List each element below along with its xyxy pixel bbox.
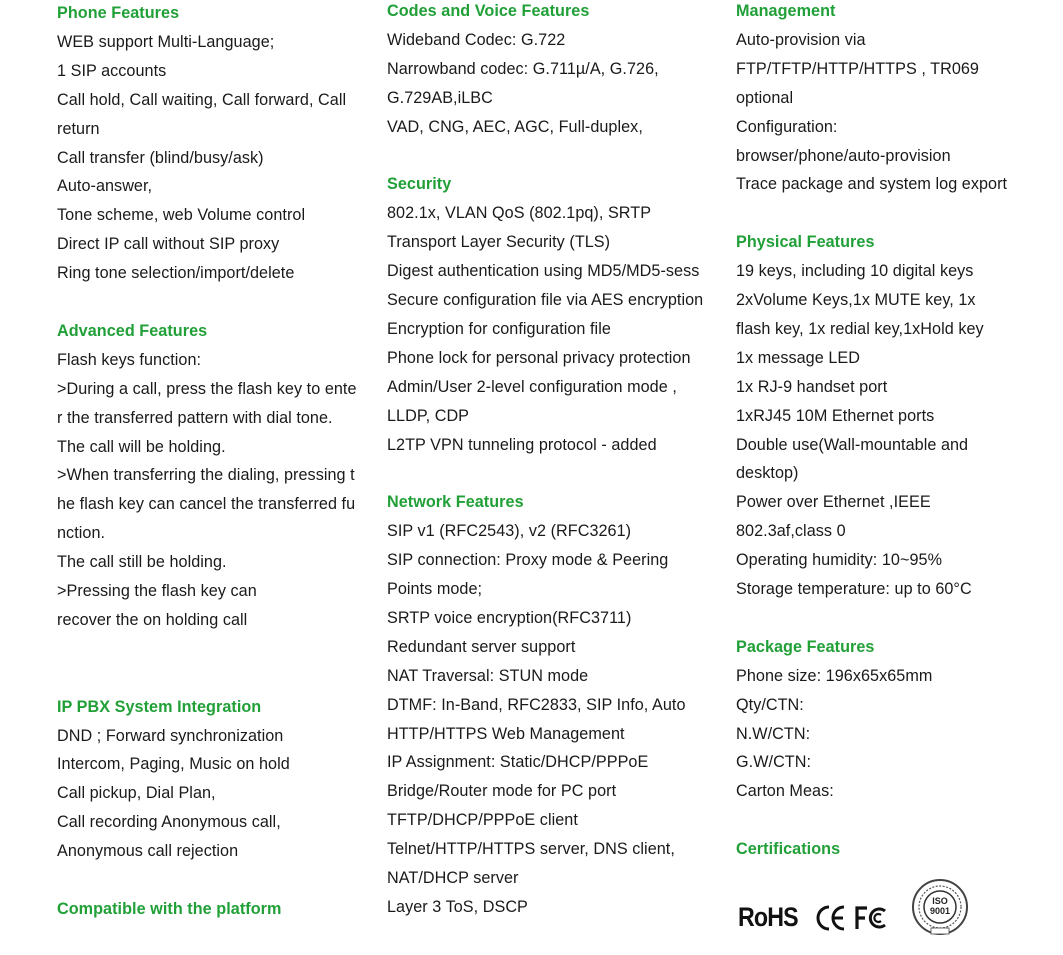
advanced-features-line: >When transferring the dialing, pressing t — [57, 466, 355, 485]
ip-pbx-system-integration-line: Call recording Anonymous call, — [57, 813, 281, 832]
physical-features-line: desktop) — [736, 464, 799, 483]
management-line: FTP/TFTP/HTTP/HTTPS , TR069 — [736, 59, 979, 78]
management-line: Auto-provision via — [736, 30, 866, 49]
phone-features-line: Call transfer (blind/busy/ask) — [57, 148, 264, 167]
codes-and-voice-features-line: VAD, CNG, AEC, AGC, Full-duplex, — [387, 117, 643, 136]
package-features-line: N.W/CTN: — [736, 724, 811, 743]
network-features-line: Redundant server support — [387, 637, 576, 656]
section-heading-phone-features: Phone Features — [57, 4, 180, 22]
network-features-line: NAT Traversal: STUN mode — [387, 666, 589, 685]
package-features-line: G.W/CTN: — [736, 753, 812, 772]
network-features-line: Layer 3 ToS, DSCP — [387, 897, 528, 916]
network-features-line: HTTP/HTTPS Web Management — [387, 724, 625, 743]
advanced-features-line: >During a call, press the flash key to ente — [57, 379, 357, 398]
section-heading-network-features: Network Features — [387, 493, 524, 512]
package-features-line: Carton Meas: — [736, 782, 834, 801]
phone-features-line: return — [57, 119, 100, 138]
advanced-features-line: he flash key can cancel the transferred fu — [57, 495, 356, 514]
advanced-features-line: >Pressing the flash key can — [57, 582, 257, 600]
physical-features-line: 1x message LED — [736, 348, 860, 367]
security-line: Digest authentication using MD5/MD5-sess — [387, 262, 700, 281]
security-line: Transport Layer Security (TLS) — [387, 233, 611, 252]
management-line: optional — [736, 88, 794, 107]
phone-features-line: Ring tone selection/import/delete — [57, 264, 295, 283]
advanced-features-line: nction. — [57, 524, 106, 543]
network-features-line: Telnet/HTTP/HTTPS server, DNS client, — [387, 840, 675, 859]
physical-features-line: Operating humidity: 10~95% — [736, 551, 943, 570]
physical-features-line: flash key, 1x redial key,1xHold key — [736, 319, 984, 338]
section-heading-certifications: Certifications — [736, 840, 841, 859]
section-heading-codes-and-voice-features: Codes and Voice Features — [387, 2, 590, 20]
advanced-features-line: r the transferred pattern with dial tone. — [57, 408, 333, 427]
physical-features-line: 1xRJ45 10M Ethernet ports — [736, 406, 935, 425]
advanced-features-line: recover the on holding call — [57, 610, 248, 629]
security-line: Encryption for configuration file — [387, 319, 611, 338]
rohs-logo: RoHS — [738, 902, 798, 932]
codes-and-voice-features-line: G.729AB,iLBC — [387, 88, 493, 107]
security-line: LLDP, CDP — [387, 406, 470, 425]
physical-features-line: Double use(Wall-mountable and — [736, 435, 969, 454]
phone-features-line: Call hold, Call waiting, Call forward, Call — [57, 90, 347, 109]
network-features-line: SIP v1 (RFC2543), v2 (RFC3261) — [387, 522, 632, 541]
ip-pbx-system-integration-line: DND ; Forward synchronization — [57, 726, 284, 745]
physical-features-line: 1x RJ-9 handset port — [736, 377, 888, 396]
svg-text:ISO: ISO — [932, 896, 948, 906]
phone-features-line: 1 SIP accounts — [57, 61, 167, 80]
ce-mark-icon — [816, 904, 846, 932]
section-heading-ip-pbx-system-integration: IP PBX System Integration — [57, 697, 262, 716]
advanced-features-line: Flash keys function: — [57, 350, 202, 369]
ip-pbx-system-integration-line: Call pickup, Dial Plan, — [57, 784, 216, 803]
certification-logos — [736, 876, 986, 940]
ip-pbx-system-integration-line: Intercom, Paging, Music on hold — [57, 755, 290, 774]
package-features-line: Qty/CTN: — [736, 695, 804, 714]
phone-features-line: Tone scheme, web Volume control — [57, 206, 306, 225]
package-features-line: Phone size: 196x65x65mm — [736, 666, 933, 685]
network-features-line: IP Assignment: Static/DHCP/PPPoE — [387, 753, 649, 772]
network-features-line: SRTP voice encryption(RFC3711) — [387, 608, 632, 627]
network-features-line: DTMF: In-Band, RFC2833, SIP Info, Auto — [387, 695, 686, 714]
phone-features-line: WEB support Multi-Language; — [57, 32, 275, 51]
section-heading-package-features: Package Features — [736, 637, 875, 656]
codes-and-voice-features-line: Wideband Codec: G.722 — [387, 30, 566, 49]
network-features-line: Bridge/Router mode for PC port — [387, 782, 617, 801]
fcc-mark-icon — [854, 905, 890, 931]
security-line: L2TP VPN tunneling protocol - added — [387, 435, 657, 454]
section-heading-security: Security — [387, 175, 452, 194]
section-heading-advanced-features: Advanced Features — [57, 321, 208, 340]
management-line: Trace package and system log export — [736, 175, 1008, 194]
phone-features-line: Direct IP call without SIP proxy — [57, 235, 280, 254]
ip-pbx-system-integration-line: Anonymous call rejection — [57, 842, 239, 861]
network-features-line: TFTP/DHCP/PPPoE client — [387, 811, 578, 830]
network-features-line: SIP connection: Proxy mode & Peering — [387, 551, 669, 570]
advanced-features-line: The call still be holding. — [57, 553, 227, 572]
section-heading-physical-features: Physical Features — [736, 233, 875, 252]
security-line: Phone lock for personal privacy protection — [387, 348, 691, 367]
iso-9001-seal-icon — [904, 878, 976, 936]
network-features-line: Points mode; — [387, 580, 483, 598]
svg-text:9001: 9001 — [929, 906, 951, 916]
network-features-line: NAT/DHCP server — [387, 869, 519, 887]
management-line: browser/phone/auto-provision — [736, 146, 951, 165]
physical-features-line: 2xVolume Keys,1x MUTE key, 1x — [736, 291, 976, 309]
physical-features-line: Power over Ethernet ,IEEE — [736, 493, 931, 512]
codes-and-voice-features-line: Narrowband codec: G.711µ/A, G.726, — [387, 59, 659, 78]
security-line: Admin/User 2-level configuration mode , — [387, 377, 677, 396]
security-line: Secure configuration file via AES encryption — [387, 291, 704, 309]
physical-features-line: 802.3af,class 0 — [736, 522, 846, 541]
section-heading-compatible-with-the-platform: Compatible with the platform — [57, 899, 282, 918]
management-line: Configuration: — [736, 117, 838, 136]
security-line: 802.1x, VLAN QoS (802.1pq), SRTP — [387, 204, 652, 223]
section-heading-management: Management — [736, 2, 836, 20]
physical-features-line: Storage temperature: up to 60°C — [736, 580, 972, 598]
phone-features-line: Auto-answer, — [57, 177, 153, 196]
physical-features-line: 19 keys, including 10 digital keys — [736, 262, 974, 281]
advanced-features-line: The call will be holding. — [57, 437, 226, 456]
